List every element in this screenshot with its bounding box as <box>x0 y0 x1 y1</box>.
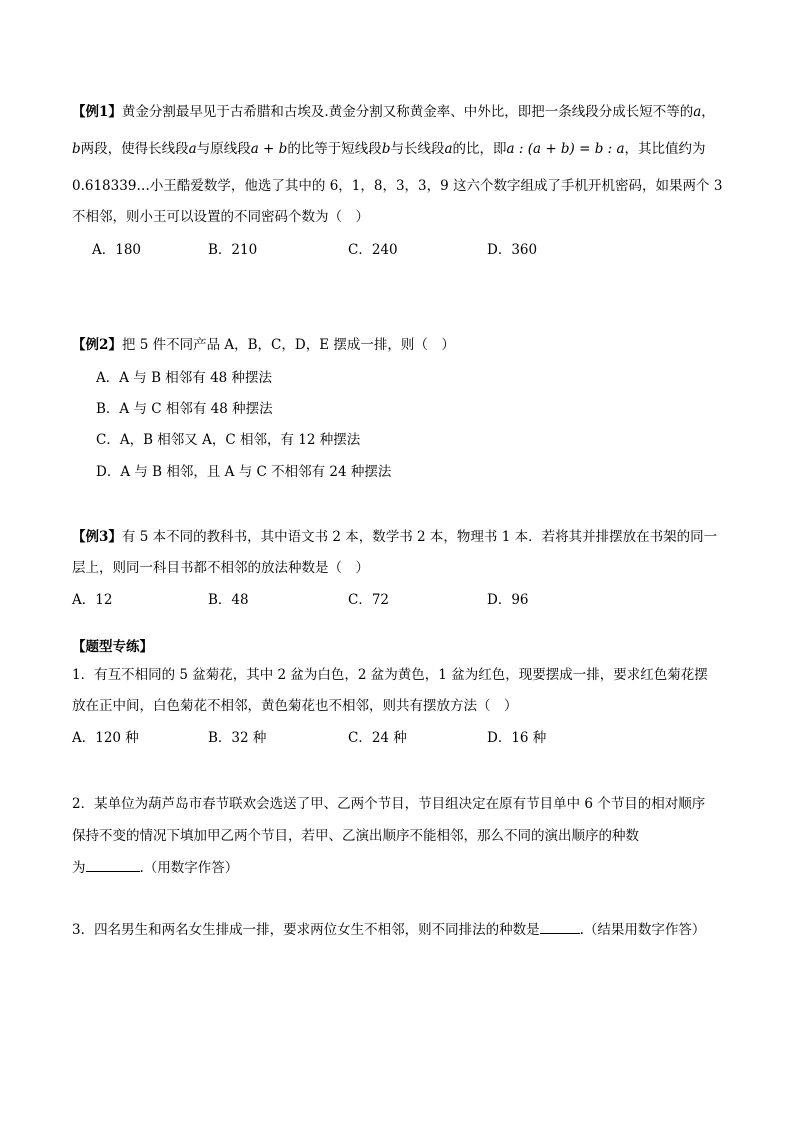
example-1-option-d: D．360 <box>487 242 538 258</box>
example-1-option-b: B．210 <box>208 242 258 258</box>
example-2-tag: 【例2】 <box>72 337 122 353</box>
practice-q1-line-1: 1．有互不相同的 5 盆菊花，其中 2 盆为白色，2 盆为黄色，1 盆为红色，现要摆成一排，要求红色菊花摆 <box>72 667 708 683</box>
answer-blank[interactable] <box>540 919 580 934</box>
example-2-option-a: A．A 与 B 相邻有 48 种摆法 <box>96 370 273 386</box>
example-1-line-4: 不相邻，则小王可以设置的不同密码个数为（ ） <box>72 209 369 225</box>
example-3-tag: 【例3】 <box>72 529 122 545</box>
practice-q2-line-3: 为 .（用数字作答） <box>72 857 238 878</box>
practice-q1-option-d: D．16 种 <box>487 730 547 746</box>
example-3-option-c: C．72 <box>348 592 390 608</box>
answer-blank[interactable] <box>86 857 140 872</box>
practice-q1-option-a: A．120 种 <box>72 730 139 746</box>
practice-q1-option-b: B．32 种 <box>208 730 267 746</box>
example-1-tag: 【例1】 <box>72 104 122 120</box>
practice-q1-line-2: 放在正中间，白色菊花不相邻，黄色菊花也不相邻，则共有摆放方法（ ） <box>72 698 518 714</box>
example-1-line-1: 【例1】黄金分割最早见于古希腊和古埃及.黄金分割又称黄金率、中外比，即把一条线段分成长短不等的a， <box>72 104 715 120</box>
practice-title: 【题型专练】 <box>72 639 153 655</box>
practice-q1-option-c: C．24 种 <box>348 730 407 746</box>
practice-q3-line: 3．四名男生和两名女生排成一排，要求两位女生不相邻，则不同排法的种数是 .（结果用数字作答） <box>72 919 705 940</box>
practice-q2-line-2: 保持不变的情况下填加甲乙两个节目，若甲、乙演出顺序不能相邻，那么不同的演出顺序的种数 <box>72 828 639 844</box>
example-1-line-2: b两段，使得长线段a与原线段a + b的比等于短线段b与长线段a的比，即a : (a + b) = b : a，其比值约为 <box>72 141 706 157</box>
example-2-option-b: B．A 与 C 相邻有 48 种摆法 <box>96 401 273 417</box>
example-2-option-d: D．A 与 B 相邻，且 A 与 C 不相邻有 24 种摆法 <box>96 464 392 480</box>
example-3-option-a: A．12 <box>72 592 113 608</box>
example-1-option-a: A．180 <box>92 242 142 258</box>
practice-q2-line-1: 2．某单位为葫芦岛市春节联欢会选送了甲、乙两个节目，节目组决定在原有节目单中 6 个节目的相对顺序 <box>72 796 706 812</box>
example-2-option-c: C．A，B 相邻又 A，C 相邻，有 12 种摆法 <box>96 432 361 448</box>
example-3-option-d: D．96 <box>487 592 529 608</box>
example-3-option-b: B．48 <box>208 592 249 608</box>
example-1-line-3: 0.618339…小王酷爱数学，他选了其中的 6，1，8，3，3，9 这六个数字组成了手机开机密码，如果两个 3 <box>72 178 723 194</box>
example-3-line-2: 层上，则同一科目书都不相邻的放法种数是（ ） <box>72 560 369 576</box>
example-2-stem: 【例2】把 5 件不同产品 A，B，C，D，E 摆成一排，则（ ） <box>72 337 455 353</box>
example-3-line-1: 【例3】有 5 本不同的教科书，其中语文书 2 本，数学书 2 本，物理书 1 本．若将其并排摆放在书架的同一 <box>72 529 718 545</box>
example-1-option-c: C．240 <box>348 242 398 258</box>
